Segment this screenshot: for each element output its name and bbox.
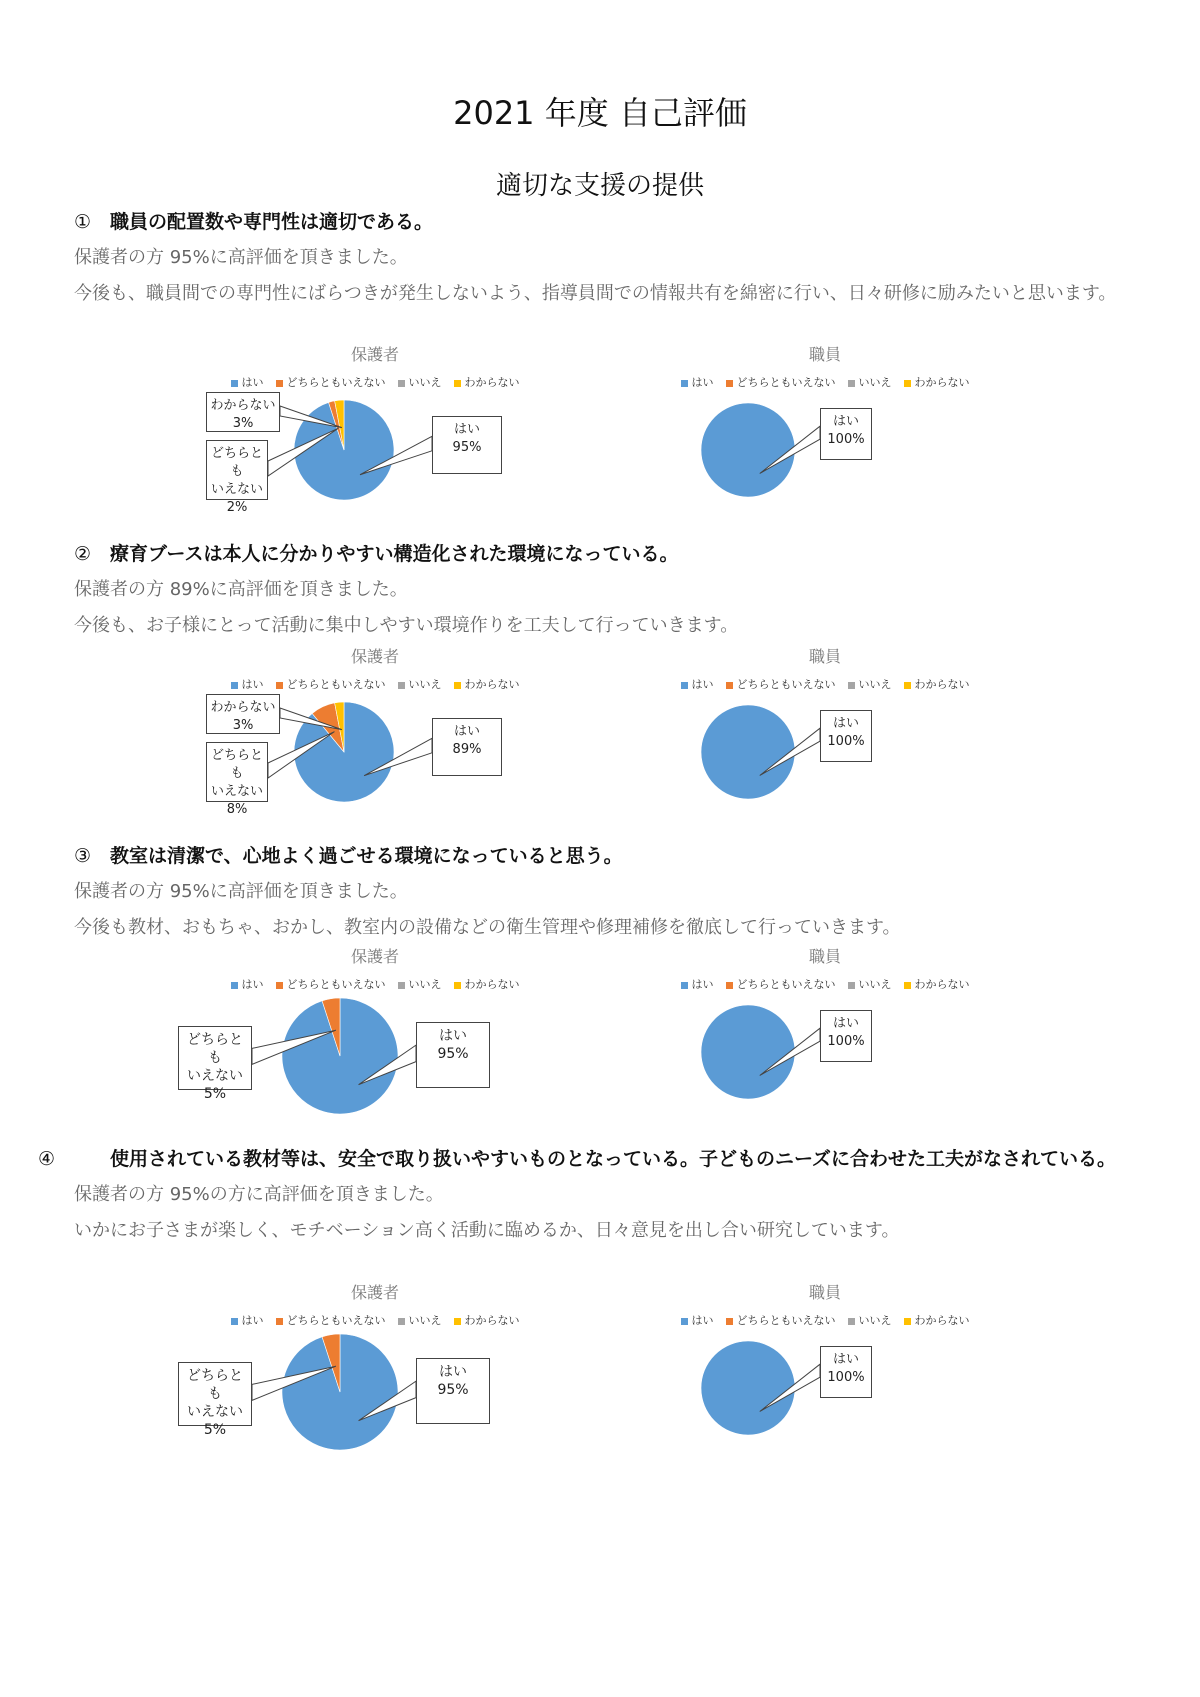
- section-heading-text: 職員の配置数や専門性は適切である。: [110, 211, 434, 233]
- section-heading-text: 教室は清潔で、心地よく過ごせる環境になっていると思う。: [110, 845, 623, 867]
- callout-line: はい: [439, 1028, 467, 1044]
- callout-line: いえない: [187, 1404, 243, 1420]
- callout-line: 5%: [203, 1422, 227, 1438]
- chart-title: 職員: [808, 647, 841, 666]
- callout-neither: [206, 440, 268, 515]
- callout-line: 3%: [232, 416, 254, 431]
- legend-label: いいえ: [408, 978, 442, 991]
- section-body-line: 今後も、お子様にとって活動に集中しやすい環境作りを工夫して行っていきます。: [74, 615, 739, 636]
- legend-label: どちらともいえない: [736, 376, 836, 389]
- legend-label: はい: [691, 376, 714, 389]
- chart-title: 保護者: [350, 947, 399, 966]
- legend-label: わからない: [464, 978, 520, 991]
- callout-unknown: [206, 392, 280, 432]
- section-heading: [74, 204, 1144, 240]
- legend-label: わからない: [464, 376, 520, 389]
- callout-line: はい: [832, 1352, 859, 1367]
- legend-label: はい: [241, 978, 264, 991]
- legend-label: いいえ: [858, 978, 892, 991]
- section-2: [74, 536, 1144, 644]
- callout-neither: [206, 742, 268, 817]
- callout-line: 100%: [827, 432, 865, 447]
- legend-label: いいえ: [858, 678, 892, 691]
- callout-line: はい: [832, 414, 859, 429]
- legend-label: どちらともいえない: [736, 978, 836, 991]
- legend-label: はい: [241, 678, 264, 691]
- parent-chart: [187, 944, 560, 1114]
- legend-label: わからない: [464, 1314, 520, 1327]
- pie-slice-yes: [701, 403, 795, 497]
- legend-label: はい: [691, 1314, 714, 1327]
- callout-line: 5%: [203, 1086, 227, 1102]
- legend-label: いいえ: [408, 376, 442, 389]
- legend-label: わからない: [914, 978, 970, 991]
- callout-line: 95%: [452, 440, 482, 455]
- section-body-line: いかにお子さまが楽しく、モチベーション高く活動に臨めるか、日々意見を出し合い研究しています。: [74, 1220, 900, 1241]
- callout-yes: [820, 710, 872, 762]
- pie-slice-yes: [701, 705, 795, 799]
- staff-chart: [640, 644, 1010, 814]
- page-title: 2021 年度 自己評価: [453, 94, 747, 132]
- section-heading-text: 使用されている教材等は、安全で取り扱いやすいものとなっている。子どものニーズに合わせた工夫がなされている。: [110, 1148, 1117, 1170]
- legend-label: どちらともいえない: [736, 1314, 836, 1327]
- parent-chart: [187, 1280, 560, 1450]
- pie-slice-yes: [701, 1005, 795, 1099]
- section-body-line: 今後も、職員間での専門性にばらつきが発生しないよう、指導員間での情報共有を綿密に行い、日々研修に励みたいと思います。: [74, 283, 1117, 304]
- callout-neither: [178, 1026, 252, 1102]
- legend-label: わからない: [914, 678, 970, 691]
- callout-line: 8%: [226, 802, 248, 817]
- legend-label: どちらともいえない: [286, 678, 386, 691]
- legend-label: どちらともいえない: [286, 376, 386, 389]
- legend-label: いいえ: [858, 376, 892, 389]
- legend-label: わからない: [464, 678, 520, 691]
- section-body-line: 保護者の方 95%に高評価を頂きました。: [74, 881, 408, 902]
- chart-title: 保護者: [350, 345, 399, 364]
- callout-yes: [432, 416, 502, 474]
- legend-label: いいえ: [858, 1314, 892, 1327]
- legend-label: いいえ: [408, 1314, 442, 1327]
- callout-line: どちらとも: [187, 1032, 243, 1066]
- callout-line: はい: [453, 422, 480, 437]
- section-heading-text: 療育ブースは本人に分かりやすい構造化された環境になっている。: [110, 543, 679, 565]
- section-number: ①: [74, 211, 92, 233]
- section-heading: [38, 1141, 1144, 1177]
- section-1: [74, 204, 1144, 312]
- page-subtitle: 適切な支援の提供: [495, 171, 704, 201]
- legend-label: わからない: [914, 1314, 970, 1327]
- callout-line: どちらとも: [187, 1368, 243, 1402]
- section-body-line: 保護者の方 95%に高評価を頂きました。: [74, 247, 408, 268]
- section-heading: [74, 838, 1144, 874]
- callout-yes: [820, 1346, 872, 1398]
- section-body-line: 保護者の方 89%に高評価を頂きました。: [74, 579, 408, 600]
- callout-line: はい: [832, 716, 859, 731]
- callout-line: いえない: [210, 482, 263, 497]
- callout-line: どちらとも: [210, 748, 263, 781]
- legend-label: どちらともいえない: [286, 1314, 386, 1327]
- callout-line: 100%: [827, 734, 865, 749]
- callout-neither: [178, 1362, 252, 1438]
- section-body-line: 保護者の方 95%の方に高評価を頂きました。: [74, 1184, 444, 1205]
- callout-line: はい: [832, 1016, 859, 1031]
- legend-label: どちらともいえない: [736, 678, 836, 691]
- section-number: ②: [74, 543, 92, 565]
- pie-slice-yes: [701, 1341, 795, 1435]
- chart-title: 保護者: [350, 647, 399, 666]
- callout-line: はい: [453, 724, 480, 739]
- chart-title: 保護者: [350, 1283, 399, 1302]
- callout-line: 89%: [452, 742, 482, 757]
- legend-label: どちらともいえない: [286, 978, 386, 991]
- callout-line: 100%: [827, 1034, 865, 1049]
- callout-line: 3%: [232, 718, 254, 733]
- section-number: ③: [74, 845, 92, 867]
- staff-chart: [640, 342, 1010, 512]
- callout-yes: [820, 408, 872, 460]
- callout-line: わからない: [210, 398, 276, 413]
- legend-label: はい: [241, 376, 264, 389]
- section-heading: [74, 536, 1144, 572]
- chart-title: 職員: [808, 947, 841, 966]
- callout-line: わからない: [210, 700, 276, 715]
- callout-line: はい: [439, 1364, 467, 1380]
- staff-chart: [640, 1280, 1010, 1450]
- chart-title: 職員: [808, 1283, 841, 1302]
- callout-yes: [416, 1358, 490, 1424]
- section-4: [38, 1141, 1144, 1249]
- callout-line: 95%: [437, 1382, 469, 1398]
- callout-line: 2%: [226, 500, 248, 515]
- staff-chart: [640, 944, 1010, 1114]
- parent-chart: [190, 342, 560, 515]
- callout-line: 100%: [827, 1370, 865, 1385]
- legend-label: はい: [241, 1314, 264, 1327]
- legend-label: いいえ: [408, 678, 442, 691]
- parent-chart: [190, 644, 560, 817]
- callout-line: どちらとも: [210, 446, 263, 479]
- legend-label: はい: [691, 978, 714, 991]
- legend-label: はい: [691, 678, 714, 691]
- chart-title: 職員: [808, 345, 841, 364]
- callout-unknown: [206, 694, 280, 734]
- callout-yes: [416, 1022, 490, 1088]
- section-body-line: 今後も教材、おもちゃ、おかし、教室内の設備などの衛生管理や修理補修を徹底して行っていきます。: [74, 917, 901, 938]
- callout-line: いえない: [210, 784, 263, 799]
- callout-line: いえない: [187, 1068, 243, 1084]
- callout-yes: [432, 718, 502, 776]
- callout-line: 95%: [437, 1046, 469, 1062]
- callout-yes: [820, 1010, 872, 1062]
- section-3: [74, 838, 1144, 946]
- legend-label: わからない: [914, 376, 970, 389]
- section-number: ④: [38, 1148, 56, 1170]
